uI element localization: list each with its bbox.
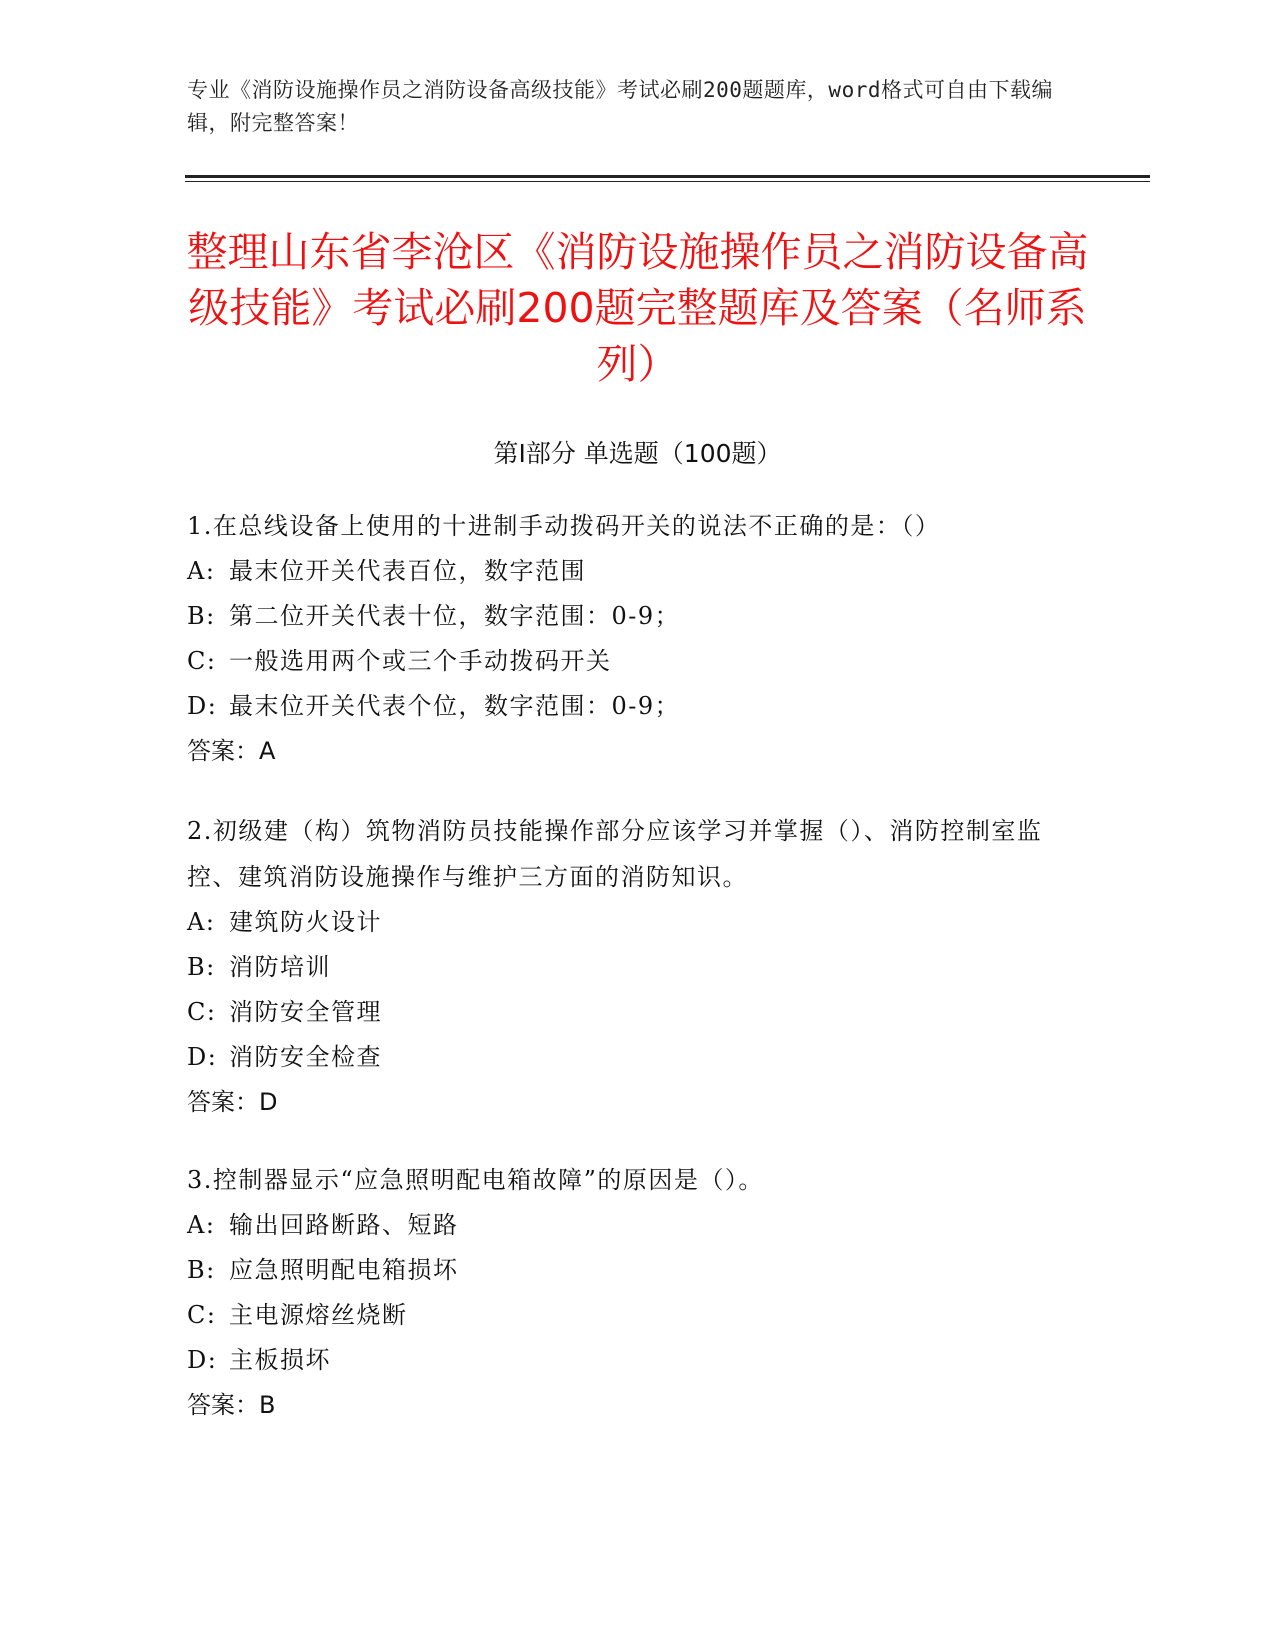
option-b — [187, 1248, 1067, 1293]
option-d — [187, 1338, 1067, 1383]
option-text: 消防安全管理 — [229, 998, 382, 1026]
option-c — [187, 1293, 1067, 1338]
section-heading: 第Ⅰ部分 单选题（100题） — [493, 439, 782, 468]
option-b — [187, 945, 1067, 990]
answer-line: 答案：A — [187, 737, 276, 765]
option-b — [187, 594, 1067, 639]
option-text: 一般选用两个或三个手动拨码开关 — [229, 647, 612, 675]
option-d — [187, 684, 1067, 729]
question-2 — [187, 808, 1067, 1125]
header-rule-thick — [185, 175, 1150, 178]
option-letter: A: — [187, 1211, 216, 1239]
option-letter: A: — [187, 557, 216, 585]
question-stem: 2.初级建（构）筑物消防员技能操作部分应该学习并掌握（）、消防控制室监控、建筑消防设施操作与维护三方面的消防知识。 — [187, 817, 1043, 891]
option-letter: C: — [187, 647, 217, 675]
option-text: 建筑防火设计 — [229, 908, 382, 936]
option-letter: B: — [187, 602, 216, 630]
option-letter: D: — [187, 1043, 218, 1071]
option-letter: B: — [187, 1256, 216, 1284]
option-letter: D: — [187, 1346, 218, 1374]
option-text: 最末位开关代表百位，数字范围 — [229, 557, 586, 585]
option-text: 主电源熔丝烧断 — [229, 1301, 408, 1329]
option-c — [187, 990, 1067, 1035]
question-stem: 1.在总线设备上使用的十进制手动拨码开关的说法不正确的是：（） — [187, 512, 941, 540]
option-c — [187, 639, 1067, 684]
question-stem: 3.控制器显示“应急照明配电箱故障”的原因是（）。 — [187, 1166, 764, 1194]
answer-line: 答案：D — [187, 1088, 278, 1116]
option-text: 应急照明配电箱损坏 — [229, 1256, 459, 1284]
question-1 — [187, 503, 1067, 774]
answer-line: 答案：B — [187, 1391, 276, 1419]
option-d — [187, 1035, 1067, 1080]
document-title: 整理山东省李沧区《消防设施操作员之消防设备高级技能》考试必刷200题完整题库及答案（名师系列） — [186, 228, 1089, 388]
question-3 — [187, 1157, 1067, 1428]
option-letter: A: — [187, 908, 216, 936]
header-note: 专业《消防设施操作员之消防设备高级技能》考试必刷200题题库，word格式可自由下载编辑，附完整答案！ — [187, 78, 1053, 135]
option-letter: C: — [187, 998, 217, 1026]
option-text: 消防安全检查 — [229, 1043, 382, 1071]
option-text: 第二位开关代表十位，数字范围：0-9； — [229, 602, 681, 630]
option-text: 最末位开关代表个位，数字范围：0-9； — [229, 692, 681, 720]
option-letter: B: — [187, 953, 216, 981]
option-a — [187, 900, 1067, 945]
option-text: 主板损坏 — [229, 1346, 331, 1374]
option-text: 输出回路断路、短路 — [229, 1211, 459, 1239]
option-letter: C: — [187, 1301, 217, 1329]
option-a — [187, 549, 1067, 594]
option-a — [187, 1203, 1067, 1248]
header-rule-thin — [185, 181, 1150, 182]
option-letter: D: — [187, 692, 218, 720]
option-text: 消防培训 — [229, 953, 331, 981]
